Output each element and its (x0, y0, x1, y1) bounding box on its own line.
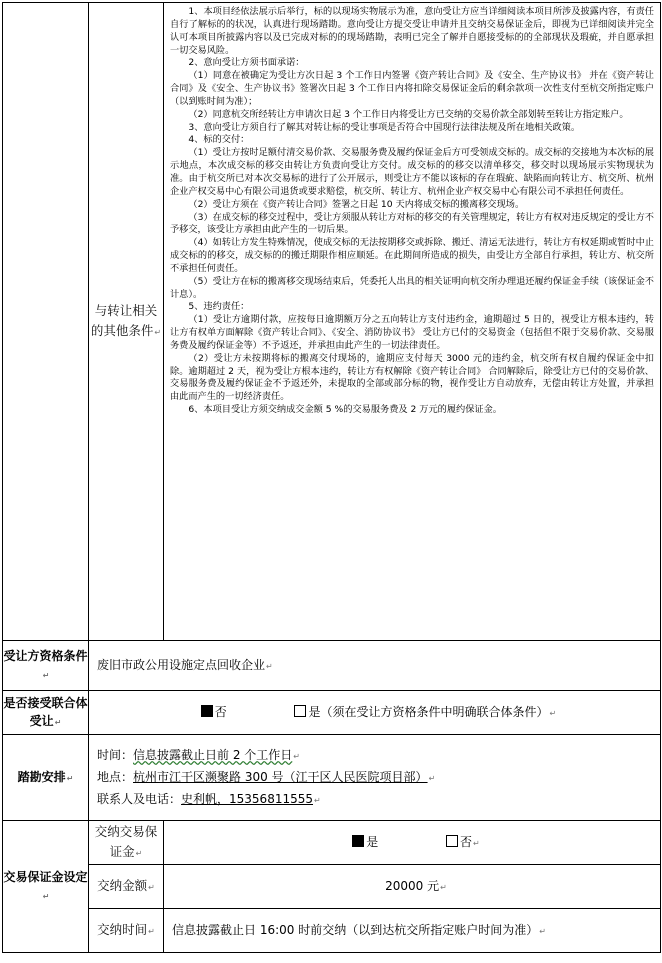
terms-paragraph: （2）同意杭交所经转让方申请次日起 3 个工作日内将受让方已交纳的交易价款全部划转至转让方指定账户。 (188, 108, 629, 120)
checkbox-checked-icon (201, 705, 213, 717)
terms-paragraph: 5、违约责任： (188, 301, 250, 313)
deposit-amount-value: 20000 元↵ (164, 865, 661, 909)
site-visit-details (89, 735, 661, 821)
terms-paragraph: 2、意向受让方须书面承诺： (188, 57, 305, 69)
site-visit-label: 踏勘安排↵ (3, 735, 89, 821)
deposit-label: 交易保证金设定↵ (3, 821, 89, 953)
terms-paragraph: （1）同意在被确定为受让方次日起 3 个工作日内签署《资产转让合同》及《安全、生产协议书》 并在《资产转让合同》及《安全、生产协议书》签署次日起 3 个工作日内将扣除交易保证金后的剩余款项一次性支付至杭交所指定账户（以到账时间为准）； (170, 70, 654, 107)
qualification-value: 废旧市政公用设施定点回收企业↵ (89, 641, 661, 691)
deposit-option-yes: 是 (366, 834, 379, 849)
terms-paragraph: （3）在成交标的移交过程中，受让方须服从转让方对标的移交的有关管理规定，转让方有权对违反规定的受让方不予移交，该受让方承担由此产生的一切后果。 (170, 211, 654, 236)
checkbox-checked-icon (352, 835, 364, 847)
terms-paragraph: 3、意向受让方须自行了解其对转让标的受让事项是否符合中国现行法律法规及所在地相关政策。 (188, 121, 581, 133)
deposit-time-value: 信息披露截止日 16:00 时前交纳（以到达杭交所指定账户时间为准）↵ (164, 909, 661, 953)
transfer-info-table (2, 2, 661, 953)
terms-paragraph: （1）受让方逾期付款，应按每日逾期额万分之五向转让方支付违约金，逾期超过 5 日的，视受让方根本违约，转让方有权单方面解除《资产转让合同》、《安全、消防协议书》 受让方已付的交易资金（包括但不限于交易价款、交易服务费及履约保证金等）不予返还，并承担由此产生的一切法律责任。 (170, 314, 654, 351)
deposit-time-label: 交纳时间↵ (89, 909, 164, 953)
site-visit-time: 时间：信息披露截止日前 2 个工作日↵ (97, 747, 300, 762)
consortium-options: 否 是（须在受让方资格条件中明确联合体条件）↵ (89, 691, 661, 735)
consortium-label: 是否接受联合体受让↵ (3, 691, 89, 735)
consortium-option-no: 否 (214, 704, 227, 719)
terms-paragraph: （2）受让方须在《资产转让合同》签署之日起 10 天内将成交标的搬离移交现场。 (188, 198, 525, 210)
site-visit-contact: 联系人及电话：史利帆，15356811555↵ (97, 791, 321, 806)
terms-paragraph: （2）受让方未按期将标的搬离交付现场的，逾期应支付每天 3000 元的违约金，杭交所有权自履约保证金中扣除。逾期超过 2 天，视为受让方根本违约，转让方有权解除《资产转让合同》 合同解除后，除受让方已付的交易价款、交易服务费及履约保证金不予返还外，未提取的全部或部分标的物，视作受让方自动放弃，无偿由转让方处置，并承担由此而产生的一切经济责任。 (170, 352, 654, 403)
deposit-amount-label: 交纳金额↵ (89, 865, 164, 909)
terms-paragraph: 1、本项目经依法展示后举行，标的以现场实物展示为准，意向受让方应当详细阅读本项目所涉及披露内容，有责任自行了解标的的状况，认真进行现场踏勘。意向受让方提交受让申请并且交纳交易保证金后，即视为已详细阅读并完全认可本项目所披露内容以及已完成对标的的现场踏勘，表明已完全了解并自愿接受标的的全部现状及瑕疵，并自愿承担一切交易风险。 (170, 6, 654, 56)
qualification-label: 受让方资格条件↵ (3, 641, 89, 691)
consortium-option-yes: 是（须在受让方资格条件中明确联合体条件） (308, 704, 549, 719)
blank-cell (3, 3, 89, 641)
terms-paragraph: 4、标的交付： (188, 134, 250, 146)
terms-paragraph: （1）受让方按时足额付清交易价款、交易服务费及履约保证金后方可受领成交标的。成交标的交接地为本次标的展示地点，本次成交标的移交由转让方负责向受让方交付。成交标的的移交以清单移交，移交时以现场展示实物现状为准。由于杭交所已对本次交易标的进行了公开展示，则受让方不能以该标的存在瑕疵、缺陷而向转让方、杭交所、杭州企业产权交易中心有限公司退货或要求赔偿，杭交所、转让方、杭州企业产权交易中心有限公司不承担任何责任。 (170, 147, 654, 197)
deposit-required-options: 是 否↵ (164, 821, 661, 865)
deposit-option-no: 否 (459, 834, 472, 849)
terms-paragraph: 6、本项目受让方须交纳成交金额 5 %的交易服务费及 2 万元的履约保证金。 (188, 404, 502, 416)
checkbox-empty-icon (294, 705, 306, 717)
checkbox-empty-icon (446, 835, 458, 847)
deposit-required-label: 交纳交易保证金↵ (89, 821, 164, 865)
other-conditions-label: 与转让相关的其他条件↵ (89, 3, 164, 641)
terms-paragraph: （5）受让方在标的搬离移交现场结束后，凭委托人出具的相关证明向杭交所办理退还履约保证金手续（该保证金不计息）。 (170, 275, 654, 300)
site-visit-place: 地点：杭州市江干区濒聚路 300 号（江干区人民医院项目部）↵ (97, 769, 436, 784)
other-conditions-content (164, 3, 661, 641)
terms-paragraph: （4）如转让方发生特殊情况，使成交标的无法按期移交或拆除、搬迁、清运无法进行，转让方有权延期或暂时中止成交标的的移交，成交标的的搬迁期限作相应顺延。在此期间所造成的损失，由受让方全部自行承担，转让方、杭交所不承担任何责任。 (170, 237, 654, 274)
